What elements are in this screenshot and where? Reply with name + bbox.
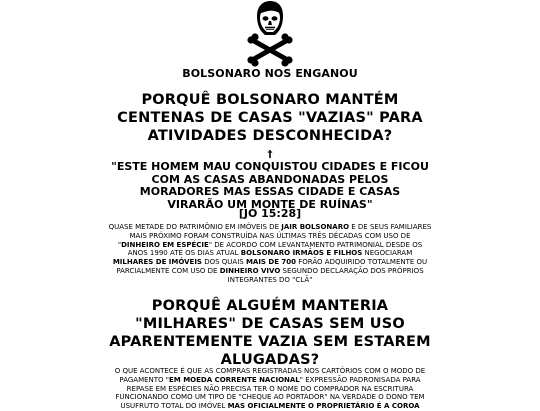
site-title: BOLSONARO NOS ENGANOU (182, 67, 358, 80)
bible-verse-reference: [JÓ 15:28] (238, 207, 302, 220)
article-headline-2: PORQUÊ ALGUÉM MANTERIA "MILHARES" DE CASAS SEM USO APARENTEMENTE VAZIA SEM ESTAREM ALUGADAS? (109, 298, 431, 368)
skull-crossbones-portrait-icon (242, 0, 298, 64)
article-headline: PORQUÊ BOLSONARO MANTÉM CENTENAS DE CASAS "VAZIAS" PARA ATIVIDADES DESCONHECIDA? (117, 92, 423, 144)
article-paragraph-2: O QUE ACONTECE É QUE AS COMPRAS REGISTRADAS NOS CARTÓRIOS COM O MODO DE PAGAMENTO "EM MOEDA CORRENTE NACIONAL" EXPRESSÃO PADRONISADA PARA REPASE EM ESPÉCIES NÃO PRECISA TER O NOME DO COMPRADOR NA ESCRITURA FUNCIONANDO COMO UM TIPO DE "CHEQUE AO PORTADOR" NA VERDADE O DONO TEM USUFRUTO TOTAL DO IMÓVEL MAS OFICIALMENTE O PROPRIETÁRIO É A COROA (114, 367, 426, 411)
article-paragraph: QUASE METADE DO PATRIMÔNIO EM IMÓVEIS DE JAIR BOLSONARO E DE SEUS FAMILIARES MAIS PRÓXIMO FORAM CONSTRUÍDA NAS ÚLTIMAS TRÊS DÉCADAS COM USO DE "DINHEIRO EM ESPÉCIE" DE ACORDO COM LEVANTAMENTO PATRIMONIAL DESDE OS ANOS 1990 ATÉ OS DIAS ATUAL BOLSONARO IRMÃOS E FILHOS NEGOCIARAM MILHARES DE IMÓVEIS DOS QUAIS MAIS DE 700 FORÃO ADQUIRIDO TOTALMENTE OU PARCIALMENTE COM USO DE DINHEIRO VIVO SEGUNDO DECLARAÇÃO DOS PRÓPRIOS INTEGRANTES DO "CLÃ" (108, 223, 432, 284)
cross-icon: † (267, 149, 273, 160)
bible-quote: "ESTE HOMEM MAU CONQUISTOU CIDADES E FICOU COM AS CASAS ABANDONADAS PELOS MORADORES MAS ESSAS CIDADE E CASAS VIRARÃO UM MONTE DE RUÍNAS" (111, 160, 429, 211)
